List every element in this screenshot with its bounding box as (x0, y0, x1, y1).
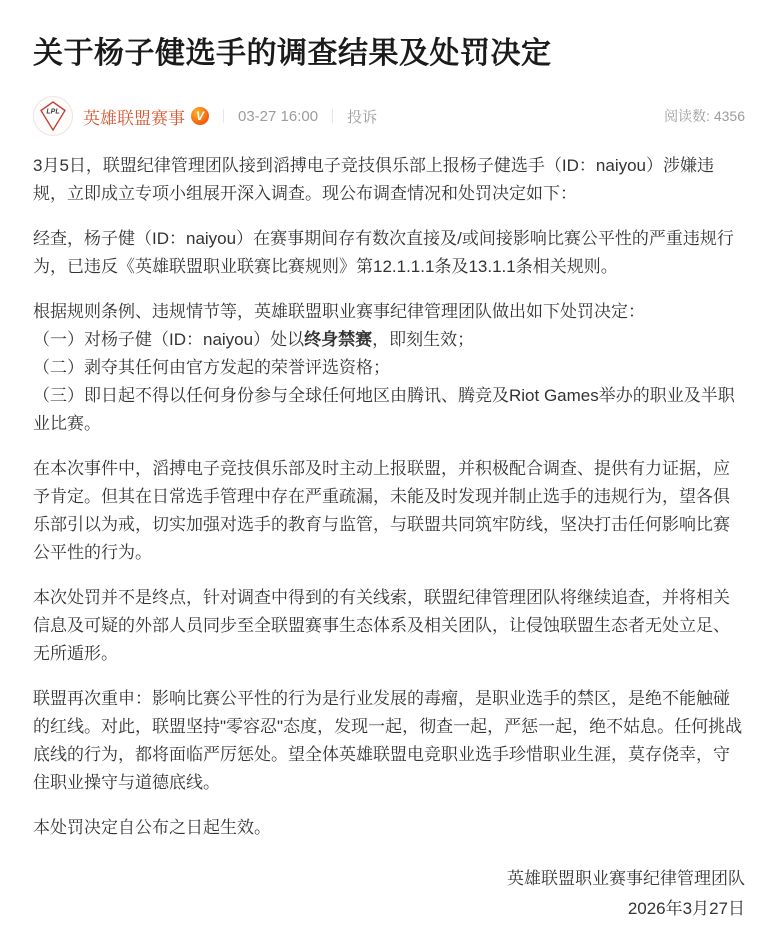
divider (223, 109, 224, 123)
penalty-item-3: （三）即日起不得以任何身份参与全球任何地区由腾讯、腾竞及Riot Games举办的职业及半职业比赛。 (33, 386, 735, 433)
paragraph-investigation-result: 经查，杨子健（ID：naiyou）在赛事期间存有数次直接及/或间接影响比赛公平性的严重违规行为，已违反《英雄联盟职业联赛比赛规则》第12.1.1.1条及13.1.1条相关规则。 (33, 229, 734, 276)
paragraph-effective-date: 本处罚决定自公布之日起生效。 (33, 818, 271, 837)
page-title: 关于杨子健选手的调查结果及处罚决定 (33, 37, 552, 70)
penalty-item-1-prefix: （一）对杨子健（ID：naiyou）处以 (33, 330, 305, 349)
signature-date: 2026年3月27日 (627, 899, 745, 918)
divider (332, 109, 333, 123)
penalty-item-2: （二）剥夺其任何由官方发起的荣誉评选资格； (33, 358, 390, 377)
paragraph-league-statement: 联盟再次重申：影响比赛公平性的行为是行业发展的毒瘤，是职业选手的禁区，是绝不能触碰的红线。对此，联盟坚持"零容忍"态度，发现一起，彻查一起，严惩一起，绝不姑息。任何挑战底线的行为，都将面临严厉惩处。望全体英雄联盟电竞职业选手珍惜职业生涯，莫存侥幸，守住职业操守与道德底线。 (33, 689, 743, 792)
article-body (33, 152, 745, 924)
penalty-decision-block (33, 298, 745, 438)
account-name[interactable]: 英雄联盟赛事 (83, 108, 185, 128)
paragraph-further-investigation: 本次处罚并不是终点，针对调查中得到的有关线索，联盟纪律管理团队将继续追查，并将相关信息及可疑的外部人员同步至全联盟赛事生态体系及相关团队，让侵蚀联盟生态者无处立足、无所遁形。 (33, 588, 730, 663)
post-timestamp: 03-27 16:00 (238, 107, 319, 125)
penalty-item-1 (33, 326, 745, 354)
signature-team: 英雄联盟职业赛事纪律管理团队 (507, 869, 745, 888)
signature-block (33, 864, 745, 924)
penalty-item-1-suffix: ，即刻生效； (372, 330, 475, 349)
penalty-item-1-bold: 终身禁赛 (304, 330, 373, 349)
lpl-logo-icon (40, 101, 66, 131)
verified-badge-icon: V (191, 107, 209, 125)
post-meta-row (33, 96, 745, 136)
penalty-intro: 根据规则条例、违规情节等，英雄联盟职业赛事纪律管理团队做出如下处罚决定： (33, 302, 645, 321)
paragraph-club-comment: 在本次事件中，滔搏电子竞技俱乐部及时主动上报联盟，并积极配合调查、提供有力证据，应予肯定。但其在日常选手管理中存在严重疏漏，未能及时发现并制止选手的违规行为，望各俱乐部引以为戒，切实加强对选手的教育与监管，与联盟共同筑牢防线，坚决打击任何影响比赛公平性的行为。 (33, 459, 730, 562)
account-avatar[interactable] (33, 96, 73, 136)
svg-text:LPL: LPL (46, 108, 60, 116)
report-button[interactable]: 投诉 (347, 108, 378, 126)
paragraph-report-intro: 3月5日，联盟纪律管理团队接到滔搏电子竞技俱乐部上报杨子健选手（ID：naiyou）涉嫌违规，立即成立专项小组展开深入调查。现公布调查情况和处罚决定如下： (33, 156, 715, 203)
read-count: 阅读数: 4356 (664, 108, 745, 124)
